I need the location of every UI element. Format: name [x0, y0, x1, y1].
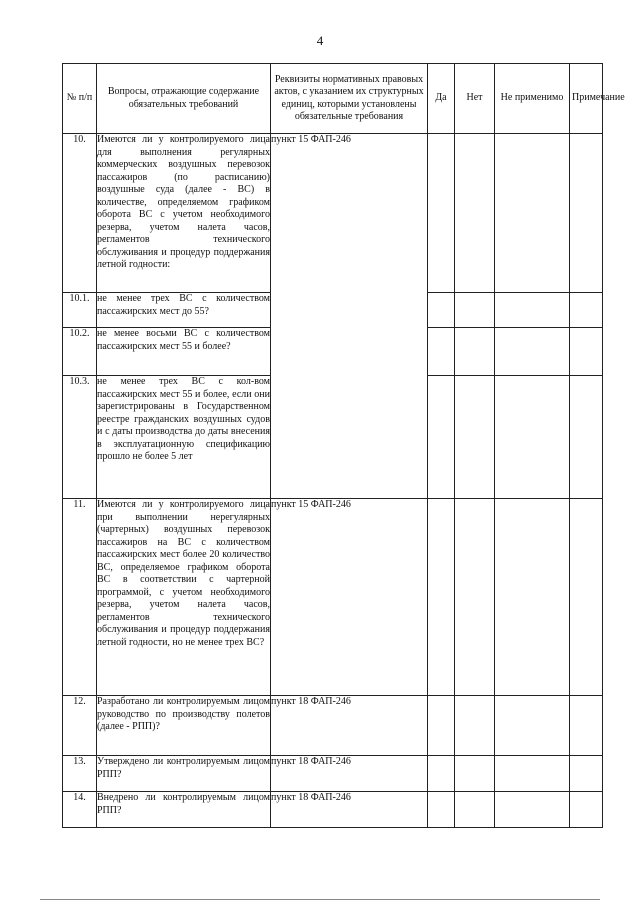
header-yes: Да [428, 64, 455, 134]
answer-not-applicable-cell[interactable] [495, 134, 570, 293]
note-cell[interactable] [570, 756, 603, 792]
note-cell[interactable] [570, 328, 603, 376]
answer-yes-cell[interactable] [428, 134, 455, 293]
row-number: 10.1. [63, 293, 97, 328]
row-number: 10.3. [63, 376, 97, 499]
answer-yes-cell[interactable] [428, 792, 455, 828]
header-num: № п/п [63, 64, 97, 134]
answer-no-cell[interactable] [455, 756, 495, 792]
row-reference: пункт 15 ФАП-246 [271, 134, 428, 499]
row-reference: пункт 18 ФАП-246 [271, 696, 428, 756]
answer-not-applicable-cell[interactable] [495, 756, 570, 792]
table-row [63, 499, 603, 696]
row-number: 10.2. [63, 328, 97, 376]
row-reference: пункт 18 ФАП-246 [271, 792, 428, 828]
row-question: Имеются ли у контролируемого лица при выполнении нерегулярных (чартерных) воздушных перевозок пассажиров на ВС с количеством пассажирских мест более 20 количество ВС, определяемое графиком оборота ВС в соответствии с чартерной программой, с учетом необходимого резерва, учетом налета часов, регламентов технического обслуживания и процедур поддержания летной годности, но не менее трех ВС? [97, 499, 271, 696]
answer-yes-cell[interactable] [428, 696, 455, 756]
answer-not-applicable-cell[interactable] [495, 376, 570, 499]
note-cell[interactable] [570, 293, 603, 328]
page-number: 4 [316, 33, 324, 48]
answer-no-cell[interactable] [455, 376, 495, 499]
header-no: Нет [455, 64, 495, 134]
header-reference: Реквизиты нормативных правовых актов, с указанием их структурных единиц, которыми установлены обязательные требования [271, 64, 428, 134]
answer-no-cell[interactable] [455, 328, 495, 376]
row-question: Разработано ли контролируемым лицом руководство по производству полетов (далее - РПП)? [97, 696, 271, 756]
table-row [63, 792, 603, 828]
row-question: Внедрено ли контролируемым лицом РПП? [97, 792, 271, 828]
answer-yes-cell[interactable] [428, 756, 455, 792]
answer-not-applicable-cell[interactable] [495, 696, 570, 756]
row-question: Утверждено ли контролируемым лицом РПП? [97, 756, 271, 792]
row-reference: пункт 15 ФАП-246 [271, 499, 428, 696]
answer-yes-cell[interactable] [428, 293, 455, 328]
row-number: 11. [63, 499, 97, 696]
header-not-applicable: Не применимо [495, 64, 570, 134]
row-question: не менее трех ВС с кол-вом пассажирских мест 55 и более, если они зарегистрированы в Государственном реестре гражданских воздушных судов и с даты производства до даты внесения в эксплуатационную спецификацию прошло не более 5 лет [97, 376, 271, 499]
row-number: 14. [63, 792, 97, 828]
note-cell[interactable] [570, 376, 603, 499]
note-cell[interactable] [570, 696, 603, 756]
header-row [63, 64, 603, 134]
row-number: 10. [63, 134, 97, 293]
table-row [63, 134, 603, 293]
header-note: Примечание [570, 64, 603, 134]
answer-not-applicable-cell[interactable] [495, 792, 570, 828]
answer-no-cell[interactable] [455, 792, 495, 828]
row-question: не менее восьми ВС с количеством пассажирских мест 55 и более? [97, 328, 271, 376]
header-question: Вопросы, отражающие содержание обязательных требований [97, 64, 271, 134]
row-question: не менее трех ВС с количеством пассажирских мест до 55? [97, 293, 271, 328]
answer-not-applicable-cell[interactable] [495, 328, 570, 376]
page-bottom-edge [40, 899, 600, 900]
answer-no-cell[interactable] [455, 293, 495, 328]
row-number: 12. [63, 696, 97, 756]
note-cell[interactable] [570, 499, 603, 696]
answer-no-cell[interactable] [455, 134, 495, 293]
answer-not-applicable-cell[interactable] [495, 293, 570, 328]
answer-yes-cell[interactable] [428, 328, 455, 376]
answer-no-cell[interactable] [455, 696, 495, 756]
answer-yes-cell[interactable] [428, 499, 455, 696]
table-row [63, 696, 603, 756]
table-row [63, 756, 603, 792]
row-question: Имеются ли у контролируемого лица для выполнения регулярных коммерческих воздушных перевозок пассажиров (по расписанию) воздушные суда (далее - ВС) в количестве, определяемом графиком оборота ВС с учетом необходимого резерва, учетом налета часов, регламентов технического обслуживания и процедур поддержания летной годности: [97, 134, 271, 293]
row-number: 13. [63, 756, 97, 792]
answer-not-applicable-cell[interactable] [495, 499, 570, 696]
note-cell[interactable] [570, 792, 603, 828]
note-cell[interactable] [570, 134, 603, 293]
answer-yes-cell[interactable] [428, 376, 455, 499]
answer-no-cell[interactable] [455, 499, 495, 696]
row-reference: пункт 18 ФАП-246 [271, 756, 428, 792]
requirements-checklist-table [62, 63, 625, 828]
